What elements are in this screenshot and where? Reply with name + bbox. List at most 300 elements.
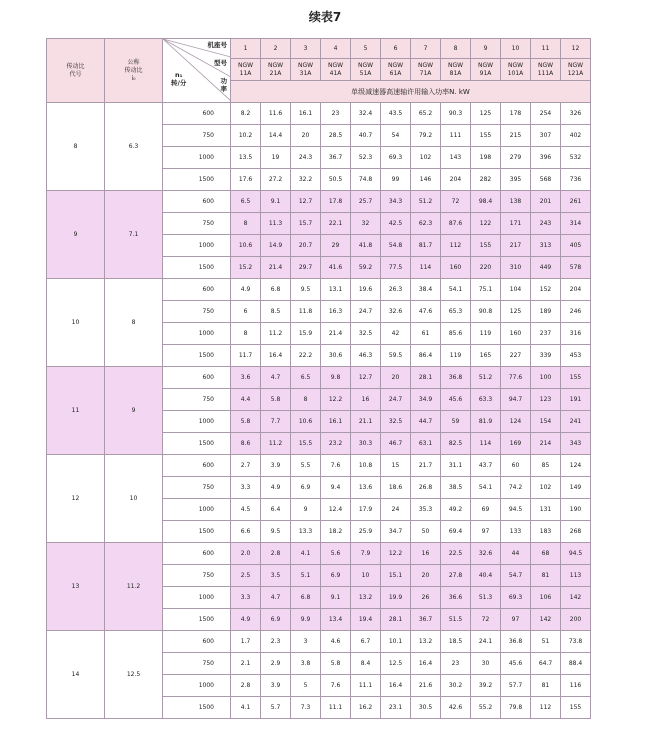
power-value: 38.4 <box>411 279 441 301</box>
power-value: 43.5 <box>381 103 411 125</box>
input-speed: 1000 <box>163 323 231 345</box>
input-speed: 750 <box>163 653 231 675</box>
power-value: 20 <box>381 367 411 389</box>
power-value: 61 <box>411 323 441 345</box>
power-value: 15.9 <box>291 323 321 345</box>
power-value: 40.7 <box>351 125 381 147</box>
power-value: 214 <box>531 433 561 455</box>
power-value: 63.1 <box>411 433 441 455</box>
power-value: 8.4 <box>351 653 381 675</box>
power-value: 165 <box>471 345 501 367</box>
power-value: 4.1 <box>231 697 261 719</box>
ratio-code: 8 <box>47 103 105 191</box>
power-value: 65.3 <box>441 301 471 323</box>
power-value: 15.7 <box>291 213 321 235</box>
frame-number: 9 <box>471 39 501 59</box>
power-value: 6.9 <box>291 477 321 499</box>
power-value: 15.2 <box>231 257 261 279</box>
nominal-ratio: 12.5 <box>105 631 163 719</box>
power-value: 104 <box>501 279 531 301</box>
power-value: 243 <box>531 213 561 235</box>
power-value: 6.8 <box>291 587 321 609</box>
power-value: 6.7 <box>351 631 381 653</box>
power-value: 261 <box>561 191 591 213</box>
power-value: 32.5 <box>351 323 381 345</box>
model-name: NGW 11A <box>231 59 261 81</box>
power-value: 9.1 <box>321 587 351 609</box>
power-value: 34.9 <box>411 389 441 411</box>
power-value: 6.8 <box>261 279 291 301</box>
power-caption: 单级减速器高速轴许用输入功率N. kW <box>231 81 591 103</box>
nominal-ratio-header: 公称 传动比 i₀ <box>105 39 163 103</box>
power-value: 12.5 <box>381 653 411 675</box>
power-value: 20.7 <box>291 235 321 257</box>
power-value: 17.8 <box>321 191 351 213</box>
power-value: 30 <box>471 653 501 675</box>
power-value: 16.4 <box>411 653 441 675</box>
power-value: 12.4 <box>321 499 351 521</box>
model-name: NGW 91A <box>471 59 501 81</box>
power-value: 155 <box>561 697 591 719</box>
power-value: 77.5 <box>381 257 411 279</box>
power-value: 10.1 <box>381 631 411 653</box>
power-value: 54.7 <box>501 565 531 587</box>
power-value: 22.5 <box>441 543 471 565</box>
power-value: 59.2 <box>351 257 381 279</box>
table-row <box>47 543 591 565</box>
power-value: 88.4 <box>561 653 591 675</box>
power-value: 13.4 <box>321 609 351 631</box>
power-value: 31.1 <box>441 455 471 477</box>
power-value: 97 <box>471 521 501 543</box>
power-value: 21.1 <box>351 411 381 433</box>
power-value: 12.7 <box>291 191 321 213</box>
power-value: 69.4 <box>441 521 471 543</box>
power-value: 27.8 <box>441 565 471 587</box>
power-value: 65.2 <box>411 103 441 125</box>
power-value: 38.5 <box>441 477 471 499</box>
power-value: 111 <box>441 125 471 147</box>
power-value: 123 <box>531 389 561 411</box>
power-value: 314 <box>561 213 591 235</box>
power-value: 339 <box>531 345 561 367</box>
power-value: 11.2 <box>261 433 291 455</box>
power-value: 17.9 <box>351 499 381 521</box>
power-value: 24.3 <box>291 147 321 169</box>
power-value: 8 <box>231 213 261 235</box>
power-value: 8.2 <box>231 103 261 125</box>
input-speed: 1500 <box>163 169 231 191</box>
power-value: 191 <box>561 389 591 411</box>
power-value: 114 <box>411 257 441 279</box>
input-speed: 600 <box>163 191 231 213</box>
power-value: 154 <box>531 411 561 433</box>
power-value: 39.2 <box>471 675 501 697</box>
power-value: 112 <box>441 235 471 257</box>
power-value: 13.3 <box>291 521 321 543</box>
input-speed: 1000 <box>163 587 231 609</box>
power-value: 28.5 <box>321 125 351 147</box>
input-speed: 1000 <box>163 675 231 697</box>
power-value: 19.9 <box>381 587 411 609</box>
power-value: 395 <box>501 169 531 191</box>
power-value: 9.8 <box>321 367 351 389</box>
power-value: 43.7 <box>471 455 501 477</box>
power-value: 3.3 <box>231 587 261 609</box>
power-value: 30.2 <box>441 675 471 697</box>
input-speed: 1000 <box>163 499 231 521</box>
power-value: 9.1 <box>261 191 291 213</box>
power-value: 268 <box>561 521 591 543</box>
power-value: 55.2 <box>471 697 501 719</box>
power-value: 20 <box>291 125 321 147</box>
power-value: 81 <box>531 565 561 587</box>
power-value: 8.6 <box>231 433 261 455</box>
power-value: 254 <box>531 103 561 125</box>
power-value: 32.4 <box>351 103 381 125</box>
model-name: NGW 71A <box>411 59 441 81</box>
power-value: 9.5 <box>291 279 321 301</box>
power-value: 736 <box>561 169 591 191</box>
power-value: 16.2 <box>351 697 381 719</box>
power-value: 26.8 <box>411 477 441 499</box>
power-value: 19.6 <box>351 279 381 301</box>
ratio-code-header: 传动比 代号 <box>47 39 105 103</box>
nominal-ratio: 10 <box>105 455 163 543</box>
power-value: 28.1 <box>411 367 441 389</box>
power-value: 5.8 <box>261 389 291 411</box>
power-value: 41.6 <box>321 257 351 279</box>
power-value: 25.7 <box>351 191 381 213</box>
power-value: 45.6 <box>441 389 471 411</box>
power-value: 4.9 <box>231 609 261 631</box>
power-value: 190 <box>561 499 591 521</box>
power-value: 1.7 <box>231 631 261 653</box>
input-speed: 1500 <box>163 521 231 543</box>
power-value: 68 <box>531 543 561 565</box>
power-value: 52.3 <box>351 147 381 169</box>
power-value: 171 <box>501 213 531 235</box>
power-value: 36.6 <box>441 587 471 609</box>
power-value: 16.1 <box>291 103 321 125</box>
power-value: 10.6 <box>291 411 321 433</box>
power-value: 16 <box>411 543 441 565</box>
power-value: 42.6 <box>441 697 471 719</box>
power-value: 74.2 <box>501 477 531 499</box>
input-speed: 1000 <box>163 411 231 433</box>
nominal-ratio: 9 <box>105 367 163 455</box>
power-value: 17.6 <box>231 169 261 191</box>
power-value: 24 <box>381 499 411 521</box>
power-value: 4.6 <box>321 631 351 653</box>
power-value: 11.2 <box>261 323 291 345</box>
power-value: 152 <box>531 279 561 301</box>
power-value: 2.3 <box>261 631 291 653</box>
power-value: 21.6 <box>411 675 441 697</box>
input-speed: 750 <box>163 477 231 499</box>
power-value: 578 <box>561 257 591 279</box>
power-value: 6.9 <box>261 609 291 631</box>
power-value: 51.2 <box>411 191 441 213</box>
power-value: 90.8 <box>471 301 501 323</box>
power-value: 3.9 <box>261 455 291 477</box>
power-value: 122 <box>471 213 501 235</box>
model-label: 型号 <box>214 59 227 67</box>
power-value: 405 <box>561 235 591 257</box>
frame-number: 5 <box>351 39 381 59</box>
power-value: 30.5 <box>411 697 441 719</box>
power-value: 28.1 <box>381 609 411 631</box>
power-value: 201 <box>531 191 561 213</box>
power-value: 16.4 <box>381 675 411 697</box>
frame-number: 1 <box>231 39 261 59</box>
nominal-ratio: 8 <box>105 279 163 367</box>
model-name: NGW 51A <box>351 59 381 81</box>
power-value: 124 <box>501 411 531 433</box>
power-value: 7.3 <box>291 697 321 719</box>
power-value: 42.5 <box>381 213 411 235</box>
input-speed: 1500 <box>163 345 231 367</box>
power-value: 396 <box>531 147 561 169</box>
ratio-code: 14 <box>47 631 105 719</box>
frame-number: 2 <box>261 39 291 59</box>
power-value: 99 <box>381 169 411 191</box>
power-value: 36.7 <box>411 609 441 631</box>
power-value: 16.3 <box>321 301 351 323</box>
power-value: 54 <box>381 125 411 147</box>
frame-label: 机座号 <box>207 41 227 49</box>
power-value: 125 <box>471 103 501 125</box>
frame-number: 8 <box>441 39 471 59</box>
ratio-code: 13 <box>47 543 105 631</box>
power-value: 5.8 <box>321 653 351 675</box>
power-value: 51.3 <box>471 587 501 609</box>
power-value: 26.3 <box>381 279 411 301</box>
power-value: 26 <box>411 587 441 609</box>
ratio-code: 9 <box>47 191 105 279</box>
power-value: 64.7 <box>531 653 561 675</box>
power-value: 6.4 <box>261 499 291 521</box>
model-name: NGW 21A <box>261 59 291 81</box>
power-value: 54.1 <box>471 477 501 499</box>
power-value: 45.6 <box>501 653 531 675</box>
power-value: 246 <box>561 301 591 323</box>
power-value: 3.5 <box>261 565 291 587</box>
nominal-ratio: 6.3 <box>105 103 163 191</box>
power-value: 11.1 <box>321 697 351 719</box>
model-name: NGW 111A <box>531 59 561 81</box>
power-value: 114 <box>471 433 501 455</box>
power-value: 27.2 <box>261 169 291 191</box>
power-value: 2.0 <box>231 543 261 565</box>
power-value: 12.2 <box>321 389 351 411</box>
power-value: 5.8 <box>231 411 261 433</box>
power-value: 24.1 <box>471 631 501 653</box>
power-value: 42 <box>381 323 411 345</box>
power-value: 11.3 <box>261 213 291 235</box>
power-value: 112 <box>531 697 561 719</box>
power-value: 41.8 <box>351 235 381 257</box>
model-name: NGW 101A <box>501 59 531 81</box>
model-name: NGW 81A <box>441 59 471 81</box>
power-value: 18.5 <box>441 631 471 653</box>
power-value: 81 <box>531 675 561 697</box>
power-value: 4.4 <box>231 389 261 411</box>
power-value: 63.3 <box>471 389 501 411</box>
power-value: 119 <box>471 323 501 345</box>
power-value: 10.8 <box>351 455 381 477</box>
power-value: 90.3 <box>441 103 471 125</box>
power-value: 13.2 <box>351 587 381 609</box>
power-value: 23 <box>321 103 351 125</box>
input-speed: 750 <box>163 213 231 235</box>
power-value: 13.2 <box>411 631 441 653</box>
power-value: 34.7 <box>381 521 411 543</box>
frame-number: 3 <box>291 39 321 59</box>
power-value: 32.5 <box>381 411 411 433</box>
power-value: 60 <box>501 455 531 477</box>
power-value: 142 <box>531 609 561 631</box>
power-value: 34.3 <box>381 191 411 213</box>
power-value: 20 <box>411 565 441 587</box>
power-value: 3 <box>291 631 321 653</box>
power-value: 98.4 <box>471 191 501 213</box>
power-value: 59.5 <box>381 345 411 367</box>
power-value: 316 <box>561 323 591 345</box>
power-value: 72 <box>471 609 501 631</box>
power-value: 22.1 <box>321 213 351 235</box>
power-value: 155 <box>471 235 501 257</box>
power-value: 30.3 <box>351 433 381 455</box>
power-value: 102 <box>531 477 561 499</box>
power-value: 74.8 <box>351 169 381 191</box>
power-value: 3.3 <box>231 477 261 499</box>
power-value: 29.7 <box>291 257 321 279</box>
power-value: 178 <box>501 103 531 125</box>
input-speed: 1000 <box>163 235 231 257</box>
power-value: 18.2 <box>321 521 351 543</box>
power-value: 3.8 <box>291 653 321 675</box>
power-value: 116 <box>561 675 591 697</box>
input-speed: 1500 <box>163 609 231 631</box>
power-value: 36.8 <box>501 631 531 653</box>
power-value: 32.2 <box>291 169 321 191</box>
power-value: 72 <box>441 191 471 213</box>
power-value: 217 <box>501 235 531 257</box>
power-value: 19.4 <box>351 609 381 631</box>
power-value: 9 <box>291 499 321 521</box>
power-value: 32.6 <box>471 543 501 565</box>
power-value: 6.6 <box>231 521 261 543</box>
power-value: 149 <box>561 477 591 499</box>
power-value: 133 <box>501 521 531 543</box>
power-value: 189 <box>531 301 561 323</box>
power-value: 282 <box>471 169 501 191</box>
power-value: 8.5 <box>261 301 291 323</box>
power-value: 13.5 <box>231 147 261 169</box>
nominal-ratio: 11.2 <box>105 543 163 631</box>
power-value: 73.8 <box>561 631 591 653</box>
power-value: 532 <box>561 147 591 169</box>
input-speed: 750 <box>163 125 231 147</box>
power-value: 35.3 <box>411 499 441 521</box>
power-value: 138 <box>501 191 531 213</box>
input-speed: 600 <box>163 103 231 125</box>
diagonal-header-cell <box>163 39 231 103</box>
power-value: 81.7 <box>411 235 441 257</box>
power-value: 8 <box>291 389 321 411</box>
input-speed: 600 <box>163 279 231 301</box>
power-value: 9.9 <box>291 609 321 631</box>
frame-number: 7 <box>411 39 441 59</box>
power-value: 10 <box>351 565 381 587</box>
model-name: NGW 121A <box>561 59 591 81</box>
frame-number: 6 <box>381 39 411 59</box>
power-value: 124 <box>561 455 591 477</box>
frame-number: 11 <box>531 39 561 59</box>
power-value: 2.8 <box>261 543 291 565</box>
power-value: 3.6 <box>231 367 261 389</box>
model-name: NGW 61A <box>381 59 411 81</box>
power-value: 113 <box>561 565 591 587</box>
power-value: 5.1 <box>291 565 321 587</box>
power-value: 119 <box>441 345 471 367</box>
power-value: 160 <box>501 323 531 345</box>
power-value: 227 <box>501 345 531 367</box>
power-value: 102 <box>411 147 441 169</box>
power-value: 77.6 <box>501 367 531 389</box>
input-speed: 1000 <box>163 147 231 169</box>
power-value: 237 <box>531 323 561 345</box>
power-value: 106 <box>531 587 561 609</box>
power-value: 568 <box>531 169 561 191</box>
input-speed: 750 <box>163 301 231 323</box>
power-value: 7.6 <box>321 455 351 477</box>
table-row <box>47 631 591 653</box>
power-value: 18.6 <box>381 477 411 499</box>
power-value: 6.5 <box>291 367 321 389</box>
power-value: 402 <box>561 125 591 147</box>
power-value: 25.9 <box>351 521 381 543</box>
power-value: 21.4 <box>321 323 351 345</box>
model-name: NGW 31A <box>291 59 321 81</box>
power-value: 4.5 <box>231 499 261 521</box>
input-speed: 1500 <box>163 697 231 719</box>
power-value: 32 <box>351 213 381 235</box>
power-value: 6 <box>231 301 261 323</box>
power-value: 9.4 <box>321 477 351 499</box>
power-value: 40.4 <box>471 565 501 587</box>
power-value: 85 <box>531 455 561 477</box>
power-value: 50 <box>411 521 441 543</box>
power-value: 10.2 <box>231 125 261 147</box>
power-value: 183 <box>531 521 561 543</box>
power-value: 75.1 <box>471 279 501 301</box>
power-value: 146 <box>411 169 441 191</box>
power-value: 44 <box>501 543 531 565</box>
power-value: 11.1 <box>351 675 381 697</box>
power-value: 9.5 <box>261 521 291 543</box>
input-speed: 1500 <box>163 257 231 279</box>
table-title: 续表7 <box>308 10 342 24</box>
power-value: 2.9 <box>261 653 291 675</box>
power-value: 2.1 <box>231 653 261 675</box>
power-value: 94.5 <box>501 499 531 521</box>
power-value: 7.6 <box>321 675 351 697</box>
power-value: 15.5 <box>291 433 321 455</box>
power-value: 85.6 <box>441 323 471 345</box>
power-value: 29 <box>321 235 351 257</box>
